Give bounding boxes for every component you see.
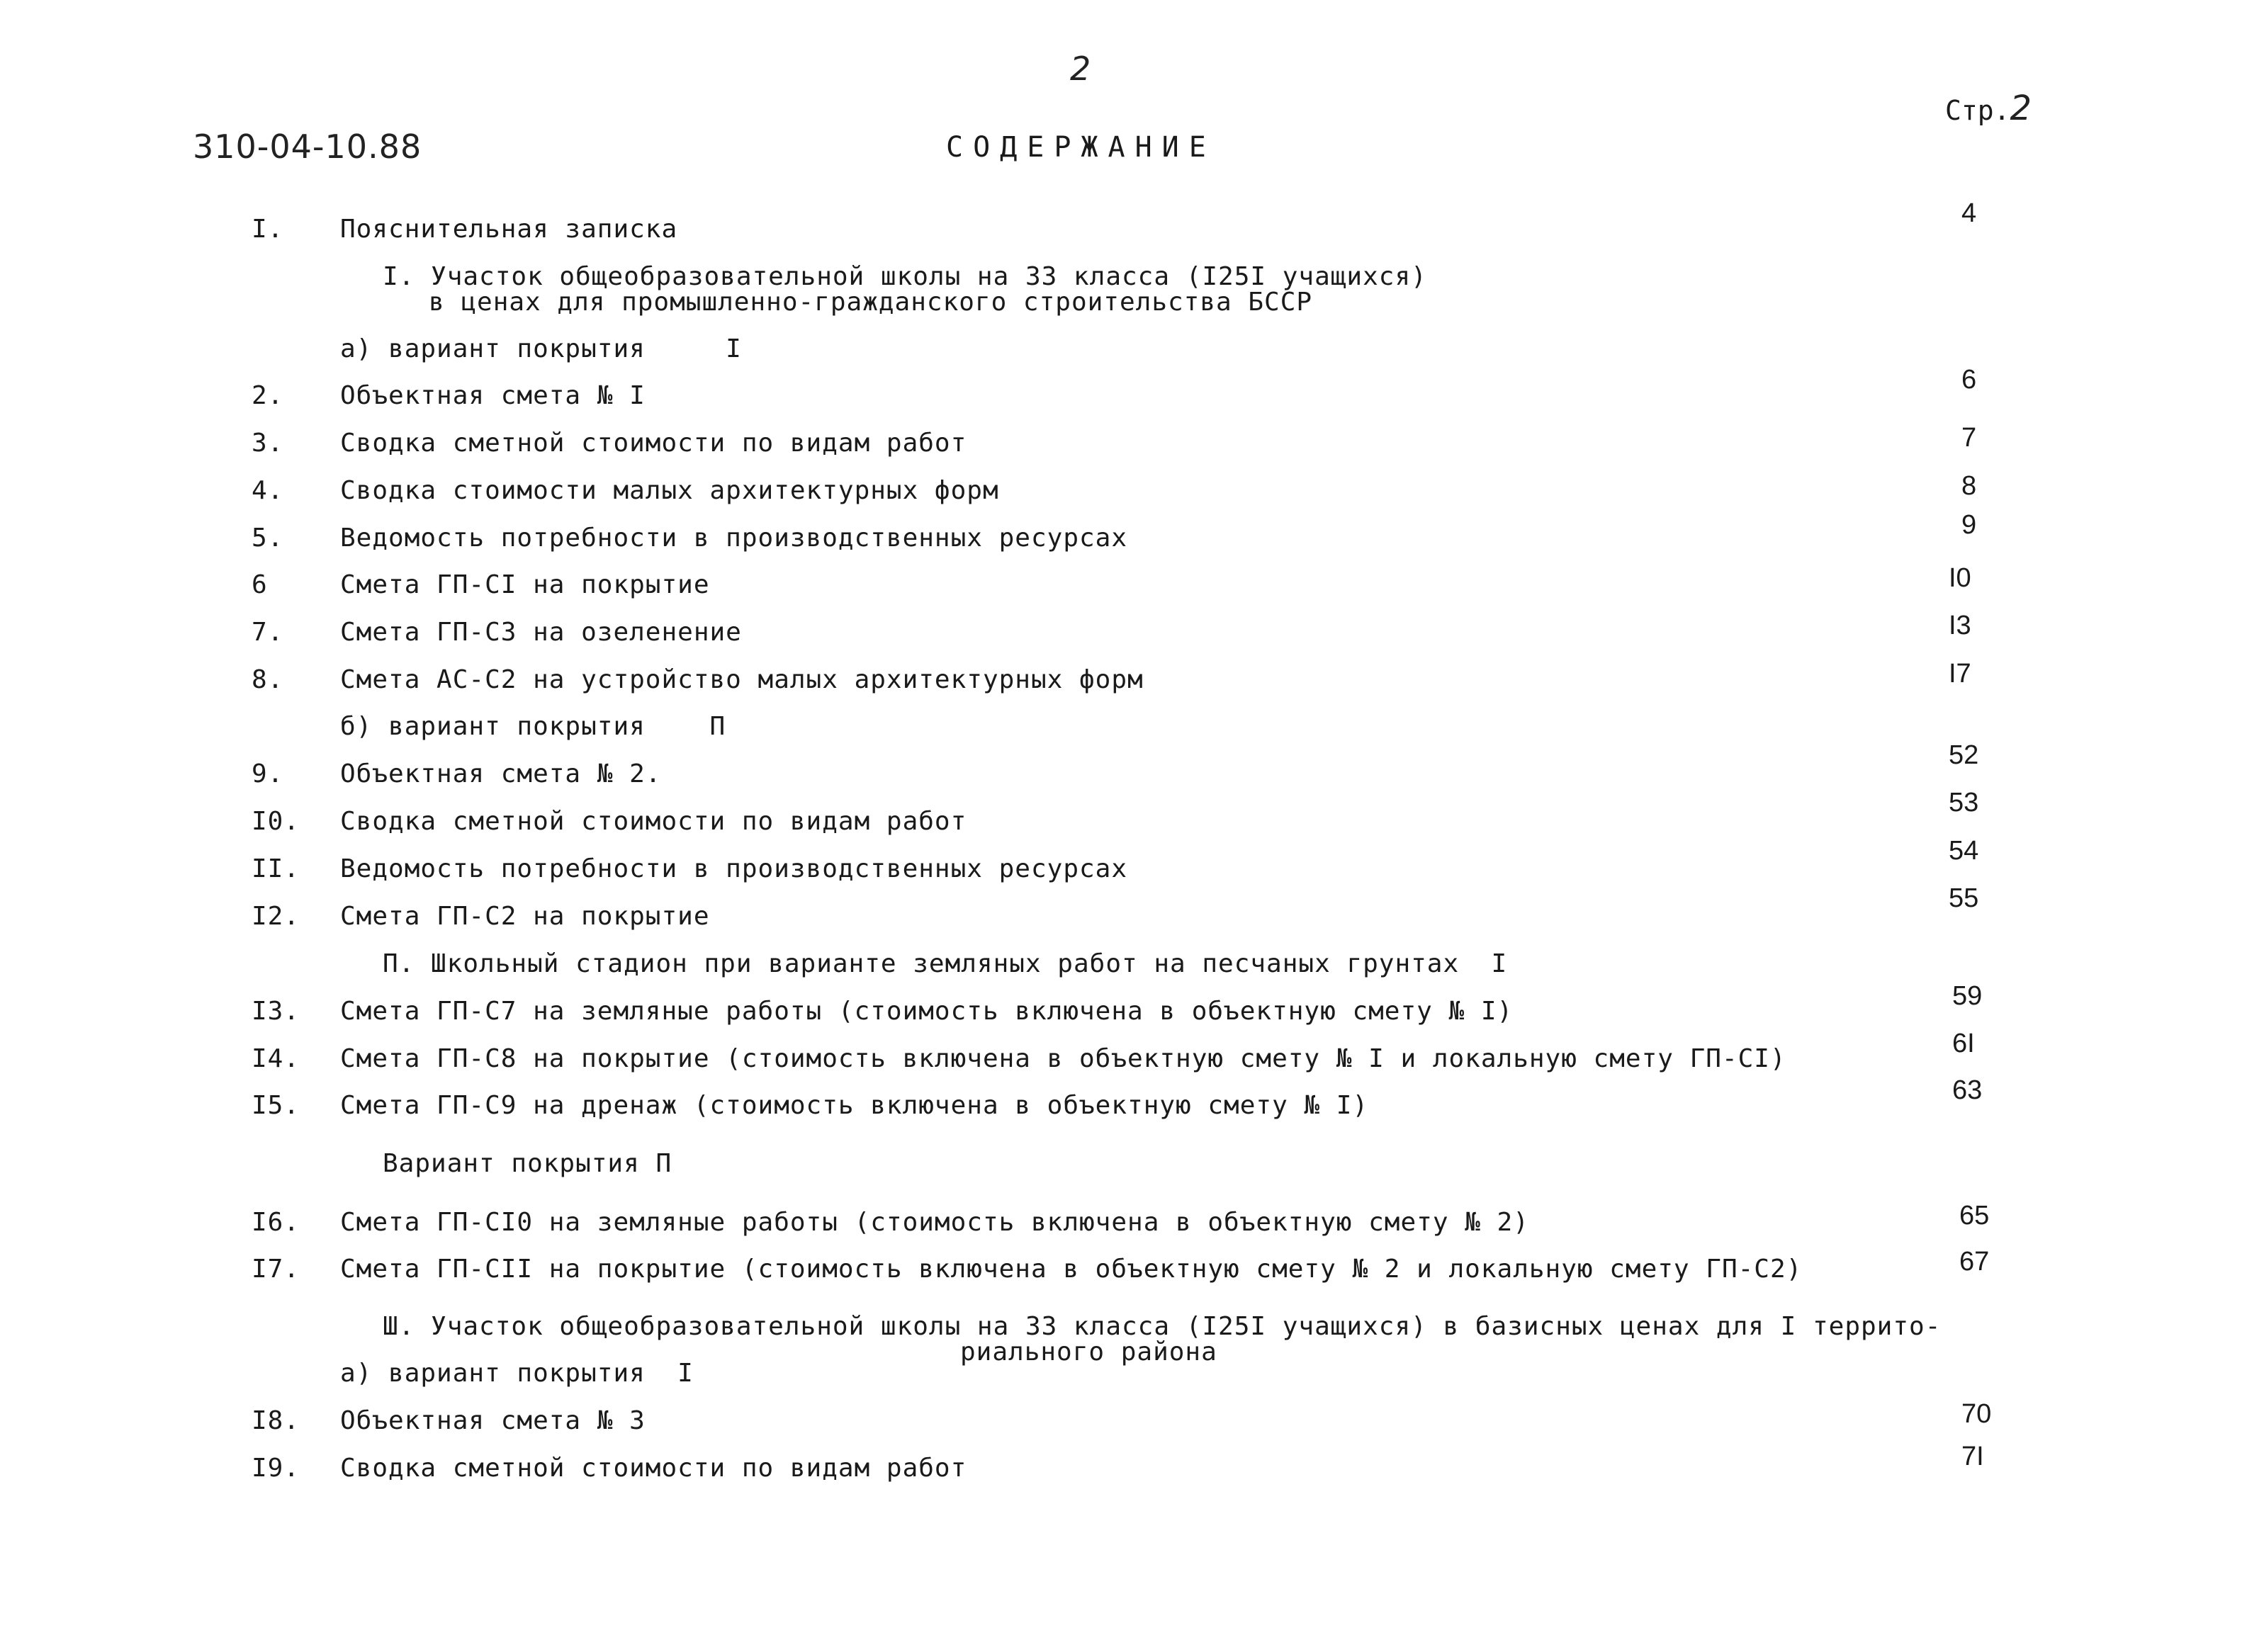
toc-page: I7: [1949, 659, 1971, 689]
toc-subheading: а) вариант покрытия I: [340, 1359, 694, 1388]
toc-section-heading: П. Школьный стадион при варианте земляных работ на песчаных грунтах I: [383, 949, 1508, 978]
toc-num: I8.: [252, 1406, 300, 1435]
toc-section-heading: I. Участок общеобразовательной школы на 33 класса (I25I учащихся): [383, 262, 1427, 291]
toc-text: Смета ГП-СII на покрытие (стоимость включена в объектную смету № 2 и локальную смету ГП-С2): [340, 1255, 1803, 1284]
toc-text: Смета ГП-С9 на дренаж (стоимость включена в объектную смету № I): [340, 1091, 1369, 1120]
toc-text: Пояснительная записка: [340, 215, 678, 244]
toc-num: I7.: [252, 1255, 300, 1284]
toc-num: I9.: [252, 1454, 300, 1483]
page-number-label: [1945, 89, 2032, 128]
toc-num: 8.: [252, 665, 284, 694]
toc-subheading: Вариант покрытия П: [383, 1149, 672, 1178]
toc-section-heading: Ш. Участок общеобразовательной школы на 33 класса (I25I учащихся) в базисных ценах для I террито-: [383, 1312, 1942, 1341]
toc-num: 7.: [252, 618, 284, 647]
toc-num: I.: [252, 215, 284, 244]
toc-num: I2.: [252, 902, 300, 931]
toc-text: Смета ГП-С2 на покрытие: [340, 902, 710, 931]
toc-page: 54: [1949, 836, 1979, 866]
toc-page: 6I: [1952, 1029, 1975, 1058]
toc-text: Смета ГП-СI0 на земляные работы (стоимость включена в объектную смету № 2): [340, 1208, 1529, 1237]
toc-page: 70: [1961, 1399, 1992, 1429]
toc-text: Смета ГП-С8 на покрытие (стоимость включена в объектную смету № I и локальную смету ГП-СI): [340, 1044, 1786, 1073]
toc-page: 8: [1961, 471, 1977, 501]
toc-section-heading-cont: риального района: [960, 1337, 1217, 1367]
toc-page: 63: [1952, 1075, 1983, 1105]
page-title: СОДЕРЖАНИЕ: [946, 131, 1216, 164]
toc-text: Смета АС-С2 на устройство малых архитектурных форм: [340, 665, 1144, 694]
toc-section-heading-cont: в ценах для промышленно-гражданского строительства БССР: [429, 288, 1313, 317]
toc-text: Объектная смета № 3: [340, 1406, 646, 1435]
toc-num: 5.: [252, 524, 284, 553]
toc-text: Смета ГП-С3 на озеленение: [340, 618, 742, 647]
toc-page: 7I: [1961, 1442, 1984, 1471]
page-label: Стр.: [1945, 95, 2010, 126]
toc-subheading: б) вариант покрытия П: [340, 712, 726, 741]
toc-text: Ведомость потребности в производственных ресурсах: [340, 524, 1128, 553]
toc-num: 3.: [252, 429, 284, 458]
toc-num: I6.: [252, 1208, 300, 1237]
toc-page: I3: [1949, 611, 1971, 640]
toc-page: 55: [1949, 883, 1979, 913]
toc-num: I0.: [252, 807, 300, 836]
toc-text: Смета ГП-СI на покрытие: [340, 570, 710, 599]
toc-page: I0: [1949, 563, 1971, 593]
toc-num: 6: [252, 570, 268, 599]
toc-page: 67: [1959, 1247, 1990, 1277]
toc-page: 4: [1961, 198, 1977, 228]
toc-text: Сводка стоимости малых архитектурных форм: [340, 476, 999, 505]
toc-page: 53: [1949, 788, 1979, 817]
toc-text: Сводка сметной стоимости по видам работ: [340, 807, 967, 836]
toc-num: I5.: [252, 1091, 300, 1120]
toc-text: Объектная смета № I: [340, 381, 646, 410]
toc-num: 9.: [252, 759, 284, 788]
toc-page: 59: [1952, 981, 1983, 1011]
toc-text: Ведомость потребности в производственных ресурсах: [340, 854, 1128, 883]
toc-subheading: а) вариант покрытия I: [340, 334, 742, 363]
toc-num: II.: [252, 854, 300, 883]
document-code: 310-04-10.88: [193, 128, 422, 166]
toc-text: Объектная смета № 2.: [340, 759, 662, 788]
toc-text: Сводка сметной стоимости по видам работ: [340, 1454, 967, 1483]
toc-text: Сводка сметной стоимости по видам работ: [340, 429, 967, 458]
toc-page: 7: [1961, 423, 1977, 453]
toc-num: 2.: [252, 381, 284, 410]
toc-text: Смета ГП-С7 на земляные работы (стоимость включена в объектную смету № I): [340, 997, 1514, 1026]
toc-page: 9: [1961, 510, 1977, 540]
toc-page: 52: [1949, 740, 1979, 770]
toc-page: 65: [1959, 1201, 1990, 1230]
page-number-handwritten: 2: [2010, 89, 2032, 128]
toc-page: 6: [1961, 365, 1977, 395]
toc-num: I3.: [252, 997, 300, 1026]
toc-num: I4.: [252, 1044, 300, 1073]
toc-num: 4.: [252, 476, 284, 505]
handwritten-page-mark: 2: [1070, 50, 1091, 88]
